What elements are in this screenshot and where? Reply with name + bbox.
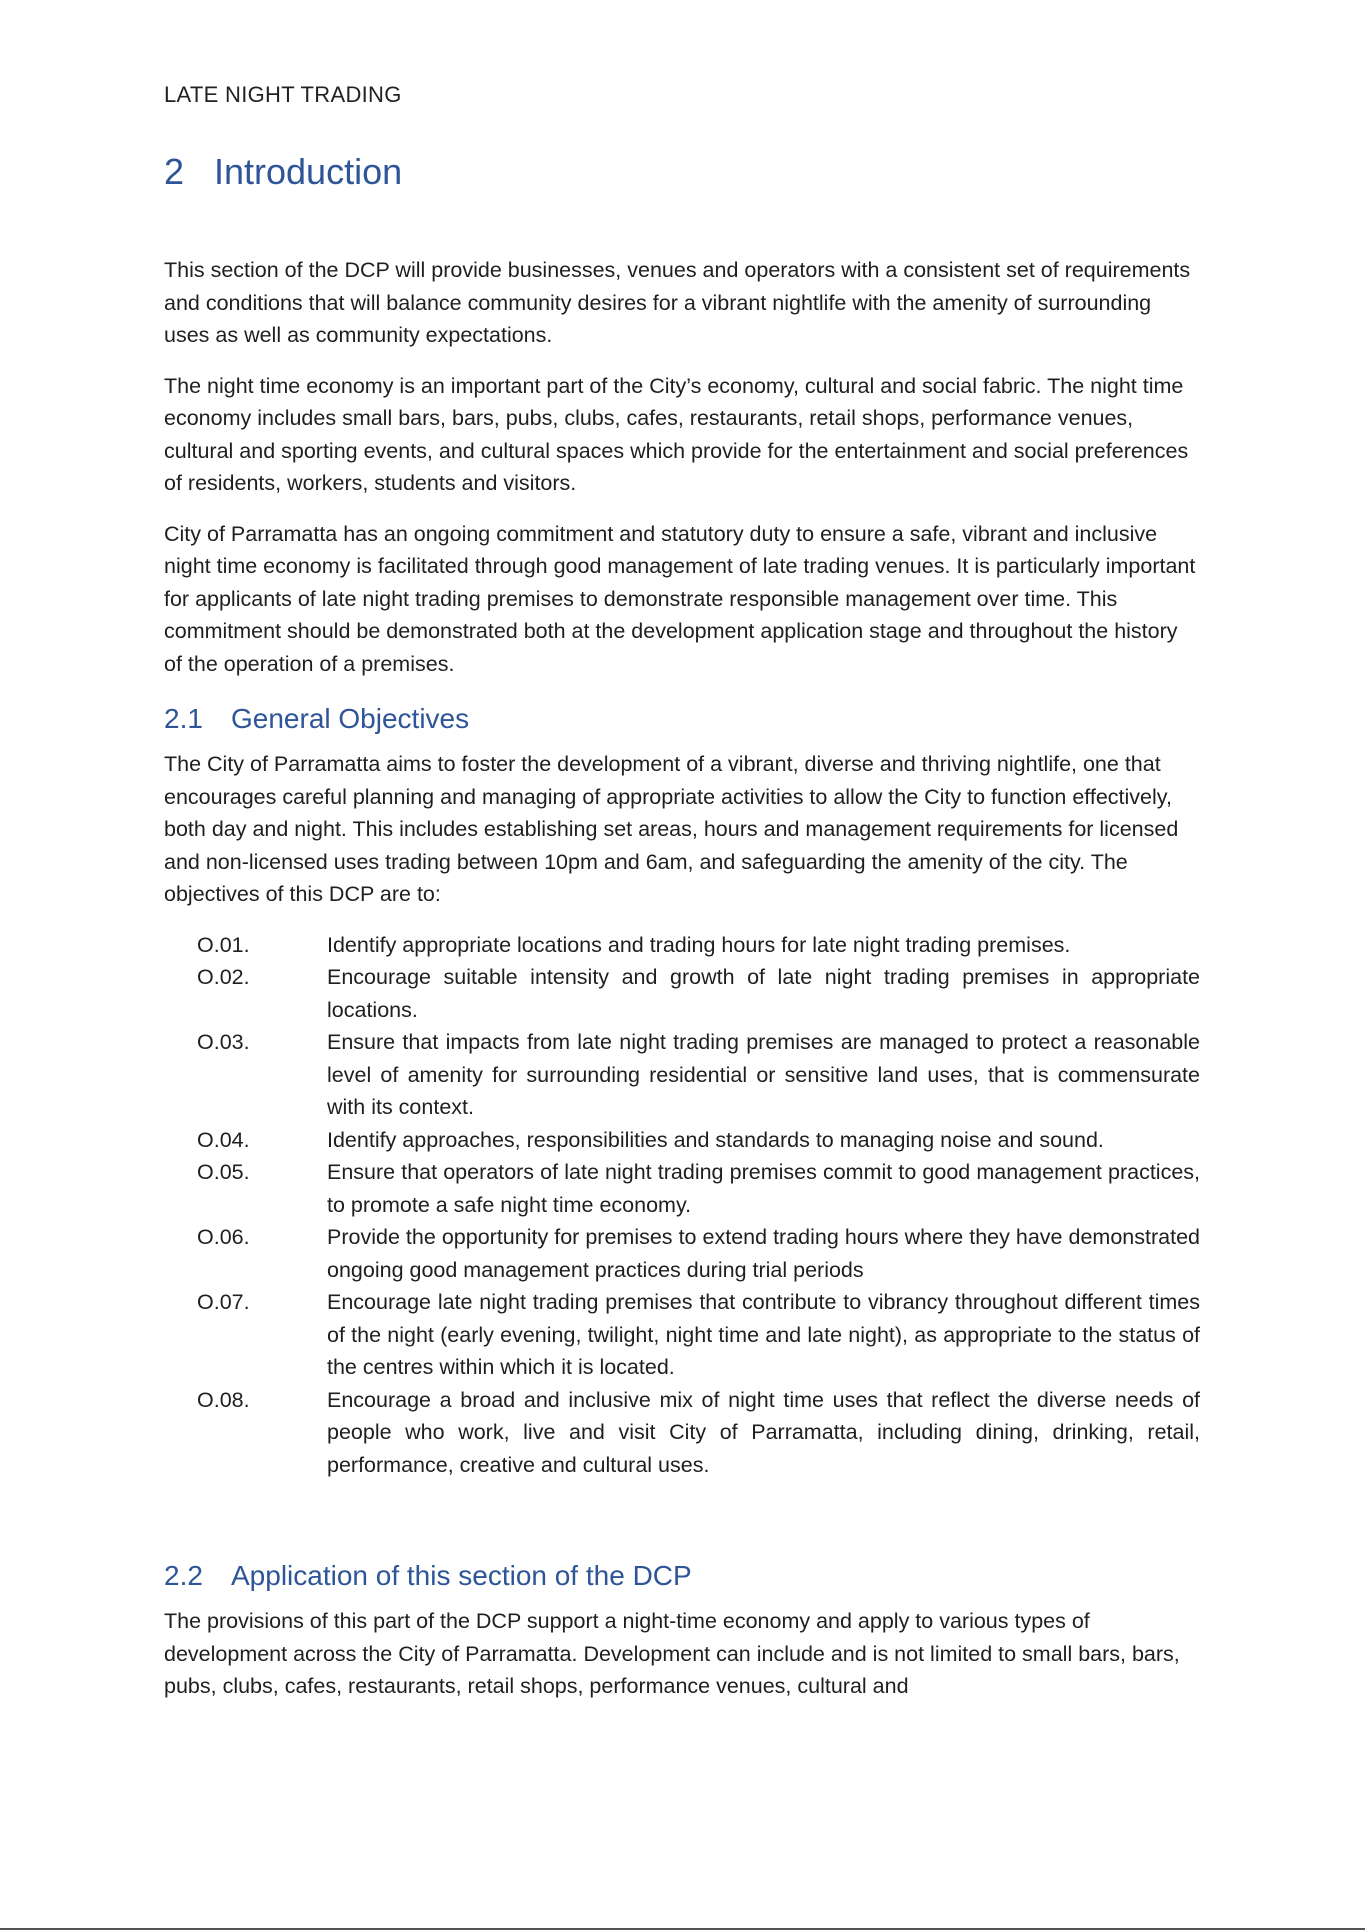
running-header: LATE NIGHT TRADING — [164, 82, 402, 107]
objective-text: Ensure that impacts from late night trading premises are managed to protect a reasonable level of amenity for surrounding residential or sensitive land uses, that is commensurate with its context. — [327, 1030, 1200, 1119]
objective-number: O.06. — [197, 1225, 250, 1249]
section-number: 2 — [164, 151, 185, 192]
subsection-heading-general-objectives — [164, 700, 1200, 738]
subsection-title: Application of this section of the DCP — [231, 1560, 692, 1591]
objective-text: Encourage a broad and inclusive mix of night time uses that reflect the diverse needs of people who work, live and visit City of Parramatta, including dining, drinking, retail, performance, creative and cultural uses. — [327, 1387, 1200, 1477]
subsection-number: 2.2 — [164, 1560, 203, 1591]
objective-number: O.02. — [197, 965, 250, 989]
objective-item — [164, 1156, 1200, 1221]
objective-item — [164, 1286, 1200, 1384]
objective-text: Encourage suitable intensity and growth of late night trading premises in appropriate locations. — [327, 965, 1200, 1022]
objective-item — [164, 1384, 1200, 1482]
objective-item — [164, 1221, 1200, 1286]
section-heading — [164, 150, 1200, 194]
document-page — [164, 78, 1200, 1703]
objective-text: Encourage late night trading premises that contribute to vibrancy throughout different times of the night (early evening, twilight, night time and late night), as appropriate to the status of the centres within which it is located. — [327, 1290, 1200, 1379]
subsection-heading-application — [164, 1557, 1200, 1595]
application-paragraph: The provisions of this part of the DCP support a night-time economy and apply to various types of development across the City of Parramatta. Development can include and is not limited to small bars, bars, pubs, clubs, cafes, restaurants, retail shops, performance venues, cultural and — [164, 1609, 1180, 1698]
objective-number: O.07. — [197, 1290, 250, 1314]
objectives-intro-paragraph: The City of Parramatta aims to foster the development of a vibrant, diverse and thriving nightlife, one that encourages careful planning and managing of appropriate activities to allow the City to function effectively, both day and night. This includes establishing set areas, hours and management requirements for licensed and non-licensed uses trading between 10pm and 6am, and safeguarding the amenity of the city. The objectives of this DCP are to: — [164, 752, 1179, 906]
objective-text: Provide the opportunity for premises to extend trading hours where they have demonstrated ongoing good management practices during trial periods — [327, 1225, 1200, 1282]
objective-number: O.04. — [197, 1127, 250, 1152]
objective-text: Identify appropriate locations and trading hours for late night trading premises. — [327, 932, 1071, 957]
objective-number: O.08. — [197, 1387, 250, 1412]
subsection-number: 2.1 — [164, 703, 203, 734]
objective-number: O.05. — [197, 1160, 250, 1184]
intro-paragraph: City of Parramatta has an ongoing commitment and statutory duty to ensure a safe, vibrant and inclusive night time economy is facilitated through good management of late trading venues. It is particularly important for applicants of late night trading premises to demonstrate responsible management over time. This commitment should be demonstrated both at the development application stage and throughout the history of the operation of a premises. — [164, 521, 1196, 676]
section-title: Introduction — [214, 151, 403, 192]
objective-number: O.03. — [197, 1030, 250, 1054]
subsection-title: General Objectives — [231, 703, 470, 734]
objective-text: Identify approaches, responsibilities and standards to managing noise and sound. — [327, 1127, 1104, 1152]
objective-item — [164, 929, 1200, 962]
objective-number: O.01. — [197, 932, 250, 957]
objective-item — [164, 1026, 1200, 1124]
objective-item — [164, 961, 1200, 1026]
intro-paragraph: This section of the DCP will provide businesses, venues and operators with a consistent set of requirements and conditions that will balance community desires for a vibrant nightlife with the amenity of surrounding uses as well as community expectations. — [164, 258, 1191, 347]
objectives-list — [164, 929, 1200, 1482]
objective-item — [164, 1124, 1200, 1157]
objective-text: Ensure that operators of late night trading premises commit to good management practices, to promote a safe night time economy. — [327, 1160, 1200, 1217]
intro-paragraph: The night time economy is an important part of the City’s economy, cultural and social fabric. The night time economy includes small bars, bars, pubs, clubs, cafes, restaurants, retail shops, performance venues, cultural and sporting events, and cultural spaces which provide for the entertainment and social preferences of residents, workers, students and visitors. — [164, 373, 1189, 495]
